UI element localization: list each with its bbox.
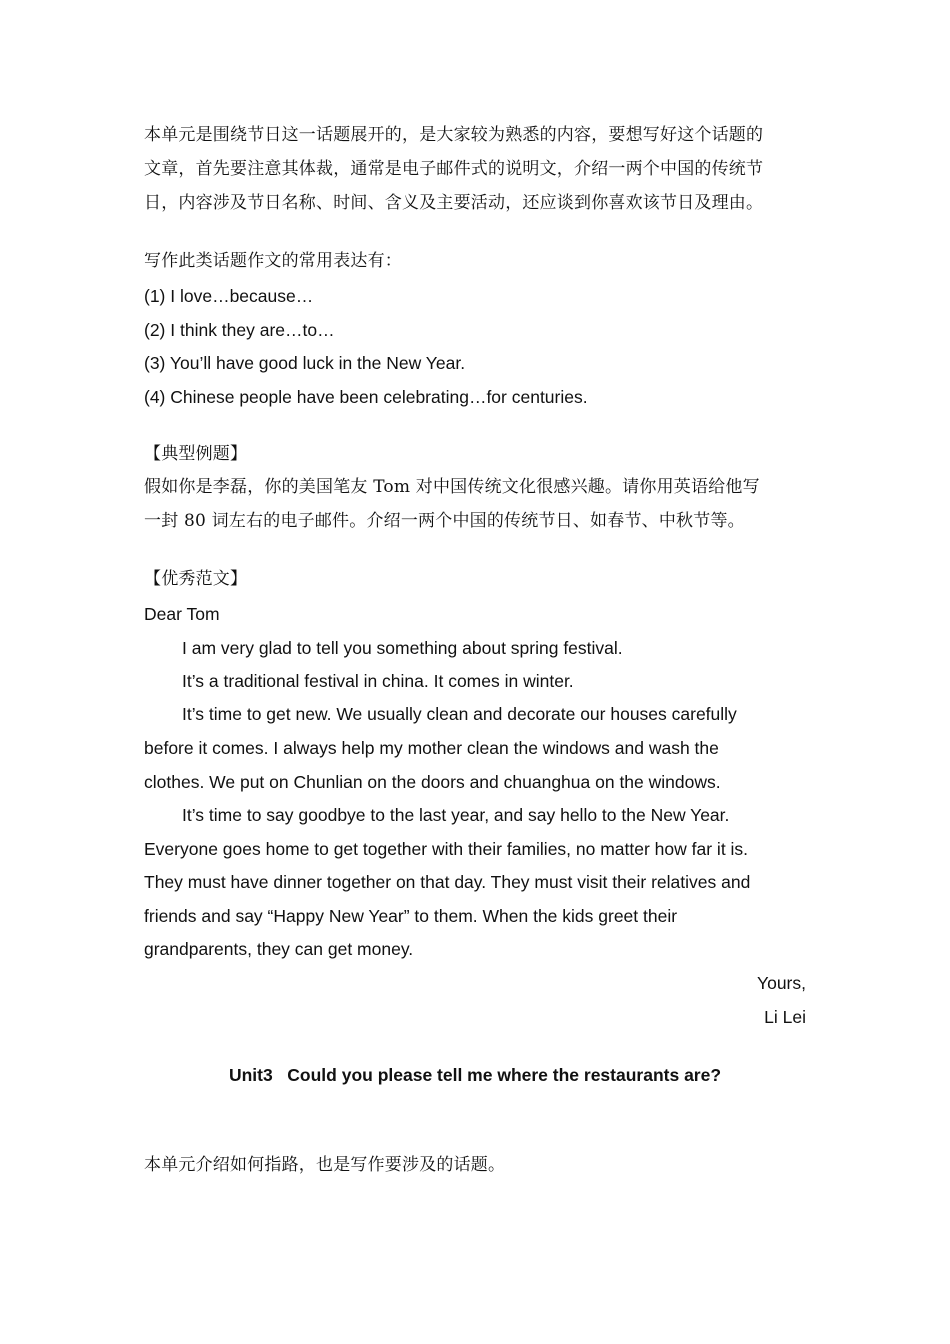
example-line-1: 假如你是李磊，你的美国笔友 Tom 对中国传统文化很感兴趣。请你用英语给他写 xyxy=(144,477,760,497)
unit3-intro: 本单元介绍如何指路，也是写作要涉及的话题。 xyxy=(144,1155,506,1175)
intro-line-2: 文章，首先要注意其体裁，通常是电子邮件式的说明文，介绍一两个中国的传统节 xyxy=(144,159,764,179)
intro-line-1: 本单元是围绕节日这一话题展开的，是大家较为熟悉的内容，要想写好这个话题的 xyxy=(144,125,764,145)
letter-line-1: I am very glad to tell you something about spring festival. xyxy=(182,638,623,658)
letter-line-9: friends and say “Happy New Year” to them. When the kids greet their xyxy=(144,906,678,926)
unit3-title: Unit3 Could you please tell me where the restaurants are? xyxy=(228,1065,722,1085)
letter-line-3: It’s time to get new. We usually clean and decorate our houses carefully xyxy=(182,704,737,724)
expression-item-3: (3) You’ll have good luck in the New Year. xyxy=(144,353,466,373)
expression-item-4: (4) Chinese people have been celebrating…for centuries. xyxy=(144,387,588,407)
letter-line-5: clothes. We put on Chunlian on the doors and chuanghua on the windows. xyxy=(144,772,721,792)
expressions-heading: 写作此类话题作文的常用表达有： xyxy=(144,251,402,271)
letter-salutation: Dear Tom xyxy=(144,604,220,624)
example-label: 【典型例题】 xyxy=(144,444,248,464)
letter-line-10: grandparents, they can get money. xyxy=(144,939,414,959)
letter-closing: Yours, xyxy=(757,973,806,993)
expression-item-1: (1) I love…because… xyxy=(144,286,314,306)
example-line-2: 一封 80 词左右的电子邮件。介绍一两个中国的传统节日、如春节、中秋节等。 xyxy=(144,511,745,531)
letter-line-4: before it comes. I always help my mother clean the windows and wash the xyxy=(144,738,719,758)
letter-signature: Li Lei xyxy=(764,1007,806,1027)
intro-line-3: 日，内容涉及节日名称、时间、含义及主要活动，还应谈到你喜欢该节日及理由。 xyxy=(144,193,764,213)
model-essay-label: 【优秀范文】 xyxy=(144,569,248,589)
letter-line-7: Everyone goes home to get together with their families, no matter how far it is. xyxy=(144,839,749,859)
letter-line-2: It’s a traditional festival in china. It comes in winter. xyxy=(182,671,574,691)
letter-line-8: They must have dinner together on that day. They must visit their relatives and xyxy=(144,872,751,892)
expression-item-2: (2) I think they are…to… xyxy=(144,320,335,340)
letter-line-6: It’s time to say goodbye to the last year, and say hello to the New Year. xyxy=(182,805,730,825)
